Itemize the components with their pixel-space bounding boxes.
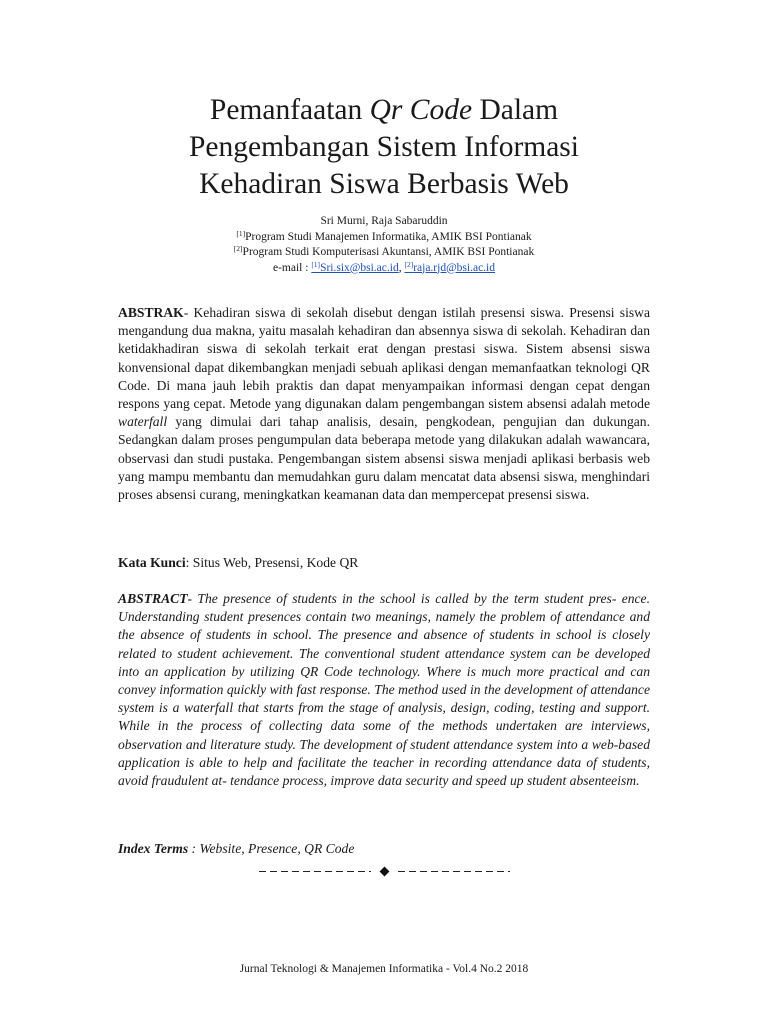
index-terms-label: Index Terms bbox=[118, 841, 189, 856]
section-divider bbox=[254, 866, 514, 876]
kata-kunci-label: Kata Kunci bbox=[118, 555, 186, 570]
author-names: Sri Murni, Raja Sabaruddin bbox=[320, 215, 448, 227]
email-link-1[interactable]: [1]Sri.six@bsi.ac.id bbox=[311, 259, 399, 274]
abstrak-label: ABSTRAK bbox=[118, 305, 184, 320]
title-line-3: Kehadiran Siswa Berbasis Web bbox=[199, 168, 569, 200]
index-terms-paragraph: Index Terms : Website, Presence, QR Code bbox=[118, 841, 355, 856]
abstrak-emphasis: waterfall bbox=[118, 414, 168, 430]
title-line-1: Pemanfaatan Qr Code Dalam bbox=[209, 94, 559, 126]
abstrak-paragraph: ABSTRAK- Kehadiran siswa di sekolah disebut dengan istilah presensi siswa. Presensi siswa mengandung dua makna, yaitu masalah kehadiran dan absennya siswa di sekolah. Kehadiran dan ketidakhadiran siswa di sekolah terkait erat dengan prestasi siswa. Sistem absensi siswa konvensional dapat dikembangkan menjadi sebuah aplikasi dengan memanfaatkan teknologi QR Code. Di mana jauh lebih praktis dan dapat menyampaikan informasi dengan cepat dengan respons yang cepat. Metode yang digunakan dalam pengembangan sistem absensi adalah metode waterfall yang dimulai dari tahap analisis, desain, pengkodean, pengujian dan dukungan. Sedangkan dalam proses pengumpulan data beberapa metode yang dilakukan adalah wawancara, observasi dan studi pustaka. Pengembangan sistem absensi siswa menjadi aplikasi berbasis web yang mampu membantu dan memudahkan guru dalam mencatat data absensi siswa, menghindari proses absensi curang, meningkatkan keamanan data dan mempercepat presensi siswa. bbox=[118, 305, 650, 503]
divider-dashes-right bbox=[398, 866, 510, 876]
affiliation-2: [2]Program Studi Komputerisasi Akuntansi, AMIK BSI Pontianak bbox=[233, 244, 535, 258]
email-label: e-mail : bbox=[272, 261, 312, 274]
affiliation-1: [1]Program Studi Manajemen Informatika, AMIK BSI Pontianak bbox=[236, 228, 532, 243]
email-link-2[interactable]: [2]raja.rjd@bsi.ac.id bbox=[404, 259, 496, 274]
title-emphasis: Qr Code bbox=[369, 94, 473, 126]
diamond-icon bbox=[379, 866, 389, 876]
paper-title bbox=[100, 92, 668, 203]
author-block bbox=[150, 214, 618, 276]
abstract-paragraph: ABSTRACT- The presence of students in the school is called by the term student pres- ence. Understanding student presences contain two meanings, namely the problem of attendance and the absence of students in school. The presence and absence of students in school is closely related to student achievement. The conventional student attendance system can be developed into an application by utilizing QR Code technology. Where is much more practical and can convey information quickly with fast response. The method used in the development of attendance system is a waterfall that starts from the stage of analysis, design, coding, testing and support. While in the process of collecting data some of the methods undertaken are interviews, observation and literature study. The development of student attendance system into a web-based application is able to help and facilitate the teacher in recording attendance data of students, avoid fraudulent at- tendance process, improve data security and speed up student absenteeism. bbox=[118, 591, 650, 789]
abstract-label: ABSTRACT bbox=[118, 591, 188, 606]
divider-dashes-left bbox=[259, 866, 371, 876]
title-line-2: Pengembangan Sistem Informasi bbox=[189, 131, 579, 163]
journal-footer: Jurnal Teknologi & Manajemen Informatika - Vol.4 No.2 2018 bbox=[239, 963, 529, 975]
kata-kunci-paragraph: Kata Kunci: Situs Web, Presensi, Kode QR bbox=[118, 555, 359, 570]
email-row: e-mail : [1]Sri.six@bsi.ac.id, [2]raja.rjd@bsi.ac.id bbox=[272, 259, 496, 274]
